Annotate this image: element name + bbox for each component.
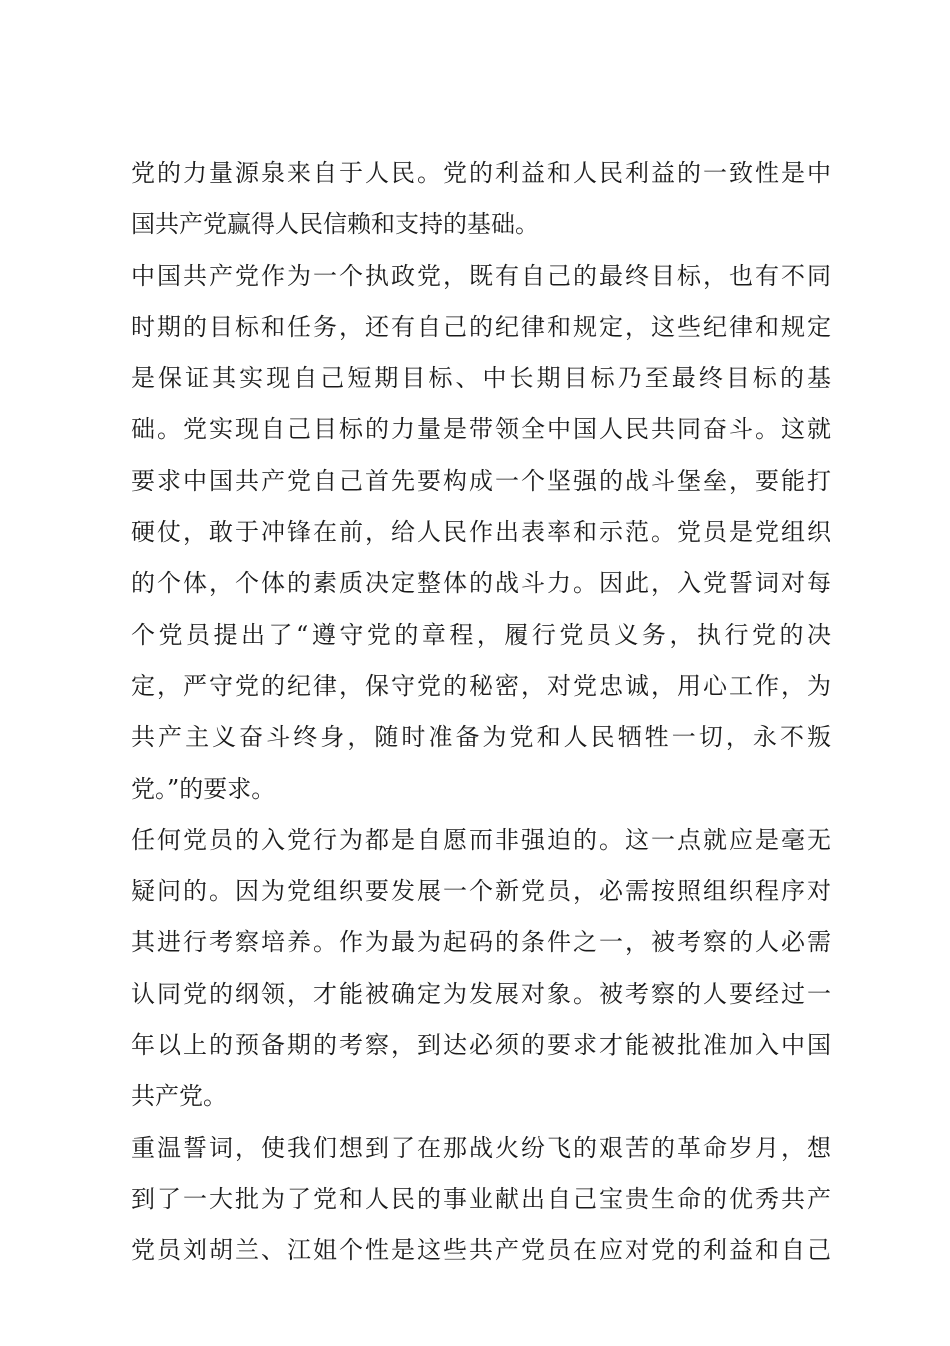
text-line: 硬仗，敢于冲锋在前，给人民作出表率和示范。党员是党组织 <box>131 518 831 547</box>
text-line: 要求中国共产党自己首先要构成一个坚强的战斗堡垒，要能打 <box>131 466 831 495</box>
text-line: 时期的目标和任务，还有自己的纪律和规定，这些纪律和规定 <box>131 312 831 341</box>
paragraph-3 <box>131 815 831 1123</box>
paragraph-4 <box>131 1123 831 1277</box>
text-line: 党的力量源泉来自于人民。党的利益和人民利益的一致性是中 <box>131 159 831 187</box>
text-line: 到了一大批为了党和人民的事业献出自己宝贵生命的优秀共产 <box>131 1184 831 1213</box>
text-line: 国共产党赢得人民信赖和支持的基础。 <box>131 210 539 239</box>
text-line: 重温誓词，使我们想到了在那战火纷飞的艰苦的革命岁月，想 <box>131 1133 831 1162</box>
text-line: 疑问的。因为党组织要发展一个新党员，必需按照组织程序对 <box>131 877 831 906</box>
text-line: 个党员提出了“遵守党的章程，履行党员义务，执行党的决 <box>131 620 831 649</box>
text-line: 础。党实现自己目标的力量是带领全中国人民共同奋斗。这就 <box>131 415 831 444</box>
paragraph-2 <box>131 251 831 815</box>
text-line: 党。”的要求。 <box>131 774 276 803</box>
text-line: 年以上的预备期的考察，到达必须的要求才能被批准加入中国 <box>131 1031 831 1060</box>
text-line: 定，严守党的纪律，保守党的秘密，对党忠诚，用心工作，为 <box>131 671 831 700</box>
text-line: 其进行考察培养。作为最为起码的条件之一，被考察的人必需 <box>131 928 831 957</box>
text-line: 共产主义奋斗终身，随时准备为党和人民牺牲一切，永不叛 <box>131 723 831 752</box>
text-line: 共产党。 <box>131 1082 227 1111</box>
text-line: 党员刘胡兰、江姐个性是这些共产党员在应对党的利益和自己 <box>131 1236 831 1265</box>
text-line: 是保证其实现自己短期目标、中长期目标乃至最终目标的基 <box>131 364 831 393</box>
text-line: 中国共产党作为一个执政党，既有自己的最终目标，也有不同 <box>131 261 831 290</box>
text-line: 任何党员的入党行为都是自愿而非强迫的。这一点就应是毫无 <box>131 825 831 854</box>
paragraph-1 <box>131 148 831 251</box>
text-line: 认同党的纲领，才能被确定为发展对象。被考察的人要经过一 <box>131 979 831 1008</box>
text-line: 的个体，个体的素质决定整体的战斗力。因此，入党誓词对每 <box>131 569 831 598</box>
document-body <box>131 148 831 1277</box>
